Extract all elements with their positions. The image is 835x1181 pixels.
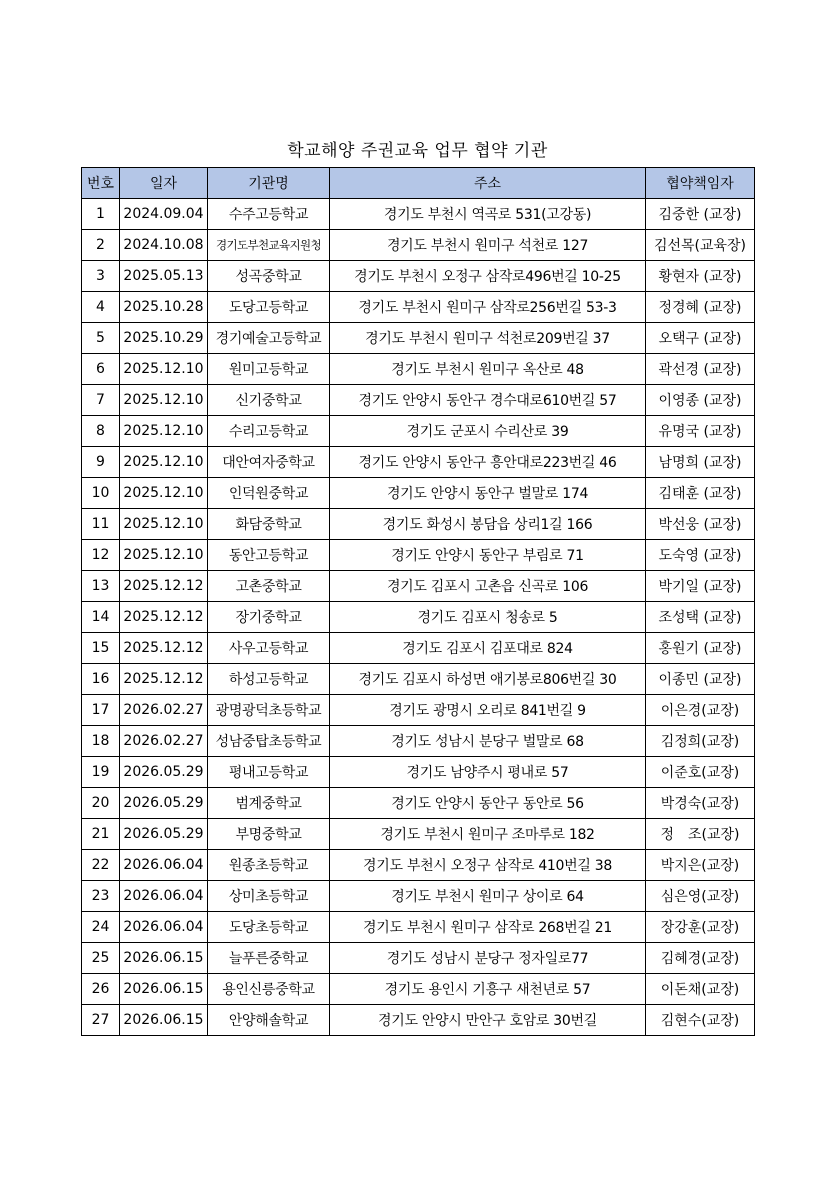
cell-number: 21 xyxy=(82,819,120,850)
cell-number: 8 xyxy=(82,416,120,447)
cell-institution: 용인신릉중학교 xyxy=(208,974,330,1005)
cell-representative: 김현수(교장) xyxy=(646,1005,755,1036)
cell-institution: 경기도부천교육지원청 xyxy=(208,230,330,261)
cell-institution: 평내고등학교 xyxy=(208,757,330,788)
cell-institution: 장기중학교 xyxy=(208,602,330,633)
cell-number: 10 xyxy=(82,478,120,509)
cell-date: 2026.02.27 xyxy=(120,726,208,757)
cell-date: 2025.12.10 xyxy=(120,385,208,416)
cell-representative: 심은영(교장) xyxy=(646,881,755,912)
cell-date: 2026.06.04 xyxy=(120,881,208,912)
cell-institution: 화담중학교 xyxy=(208,509,330,540)
cell-representative: 곽선경 (교장) xyxy=(646,354,755,385)
cell-institution: 경기예술고등학교 xyxy=(208,323,330,354)
cell-date: 2026.06.15 xyxy=(120,1005,208,1036)
cell-representative: 김정희(교장) xyxy=(646,726,755,757)
cell-date: 2025.05.13 xyxy=(120,261,208,292)
cell-address: 경기도 군포시 수리산로 39 xyxy=(330,416,646,447)
cell-date: 2025.12.10 xyxy=(120,447,208,478)
header-address: 주소 xyxy=(330,168,646,199)
table-row xyxy=(82,726,755,757)
table-row xyxy=(82,633,755,664)
cell-number: 15 xyxy=(82,633,120,664)
cell-representative: 김태훈 (교장) xyxy=(646,478,755,509)
table-row xyxy=(82,819,755,850)
header-number: 번호 xyxy=(82,168,120,199)
agreement-table xyxy=(81,167,755,1036)
table-row xyxy=(82,1005,755,1036)
cell-institution: 광명광덕초등학교 xyxy=(208,695,330,726)
cell-date: 2025.10.28 xyxy=(120,292,208,323)
cell-address: 경기도 광명시 오리로 841번길 9 xyxy=(330,695,646,726)
cell-representative: 김선목(교육장) xyxy=(646,230,755,261)
cell-number: 17 xyxy=(82,695,120,726)
cell-number: 16 xyxy=(82,664,120,695)
cell-institution: 대안여자중학교 xyxy=(208,447,330,478)
cell-number: 18 xyxy=(82,726,120,757)
cell-date: 2026.06.04 xyxy=(120,912,208,943)
cell-address: 경기도 용인시 기흥구 새천년로 57 xyxy=(330,974,646,1005)
table-row xyxy=(82,478,755,509)
cell-institution: 수리고등학교 xyxy=(208,416,330,447)
cell-date: 2025.10.29 xyxy=(120,323,208,354)
cell-number: 12 xyxy=(82,540,120,571)
cell-institution: 상미초등학교 xyxy=(208,881,330,912)
cell-date: 2026.06.04 xyxy=(120,850,208,881)
cell-representative: 박경숙(교장) xyxy=(646,788,755,819)
cell-address: 경기도 김포시 김포대로 824 xyxy=(330,633,646,664)
cell-date: 2026.05.29 xyxy=(120,788,208,819)
cell-representative: 박기일 (교장) xyxy=(646,571,755,602)
cell-address: 경기도 안양시 동안구 동안로 56 xyxy=(330,788,646,819)
table-row xyxy=(82,943,755,974)
cell-representative: 유명국 (교장) xyxy=(646,416,755,447)
cell-number: 1 xyxy=(82,199,120,230)
table-row xyxy=(82,509,755,540)
cell-institution: 고촌중학교 xyxy=(208,571,330,602)
table-row xyxy=(82,912,755,943)
cell-representative: 박지은(교장) xyxy=(646,850,755,881)
table-row xyxy=(82,354,755,385)
cell-institution: 동안고등학교 xyxy=(208,540,330,571)
cell-representative: 이은경(교장) xyxy=(646,695,755,726)
document-title: 학교해양 주권교육 업무 협약 기관 xyxy=(287,141,548,161)
table-row xyxy=(82,540,755,571)
cell-date: 2026.05.29 xyxy=(120,819,208,850)
cell-address: 경기도 부천시 원미구 석천로 127 xyxy=(330,230,646,261)
header-representative: 협약책임자 xyxy=(646,168,755,199)
cell-address: 경기도 부천시 원미구 상이로 64 xyxy=(330,881,646,912)
cell-date: 2024.09.04 xyxy=(120,199,208,230)
cell-institution: 사우고등학교 xyxy=(208,633,330,664)
cell-institution: 범계중학교 xyxy=(208,788,330,819)
cell-address: 경기도 남양주시 평내로 57 xyxy=(330,757,646,788)
cell-institution: 부명중학교 xyxy=(208,819,330,850)
cell-institution: 인덕원중학교 xyxy=(208,478,330,509)
cell-address: 경기도 부천시 원미구 삼작로256번길 53-3 xyxy=(330,292,646,323)
cell-date: 2025.12.12 xyxy=(120,602,208,633)
cell-number: 22 xyxy=(82,850,120,881)
cell-number: 24 xyxy=(82,912,120,943)
cell-date: 2025.12.12 xyxy=(120,571,208,602)
cell-representative: 남명희 (교장) xyxy=(646,447,755,478)
cell-number: 27 xyxy=(82,1005,120,1036)
cell-number: 19 xyxy=(82,757,120,788)
table-row xyxy=(82,292,755,323)
cell-date: 2026.06.15 xyxy=(120,943,208,974)
cell-date: 2025.12.12 xyxy=(120,633,208,664)
cell-address: 경기도 김포시 청송로 5 xyxy=(330,602,646,633)
table-row xyxy=(82,385,755,416)
cell-address: 경기도 부천시 역곡로 531(고강동) xyxy=(330,199,646,230)
cell-institution: 신기중학교 xyxy=(208,385,330,416)
table-row xyxy=(82,881,755,912)
cell-representative: 홍원기 (교장) xyxy=(646,633,755,664)
table-row xyxy=(82,261,755,292)
cell-address: 경기도 부천시 원미구 삼작로 268번길 21 xyxy=(330,912,646,943)
table-row xyxy=(82,974,755,1005)
header-date: 일자 xyxy=(120,168,208,199)
cell-number: 6 xyxy=(82,354,120,385)
cell-address: 경기도 부천시 원미구 석천로209번길 37 xyxy=(330,323,646,354)
cell-date: 2026.06.15 xyxy=(120,974,208,1005)
cell-number: 7 xyxy=(82,385,120,416)
cell-address: 경기도 김포시 하성면 애기봉로806번길 30 xyxy=(330,664,646,695)
cell-representative: 김중한 (교장) xyxy=(646,199,755,230)
cell-date: 2025.12.12 xyxy=(120,664,208,695)
cell-institution: 안양해솔학교 xyxy=(208,1005,330,1036)
cell-representative: 이영종 (교장) xyxy=(646,385,755,416)
cell-address: 경기도 안양시 동안구 경수대로610번길 57 xyxy=(330,385,646,416)
cell-address: 경기도 부천시 오정구 삼작로496번길 10-25 xyxy=(330,261,646,292)
cell-address: 경기도 화성시 봉담읍 상리1길 166 xyxy=(330,509,646,540)
cell-number: 3 xyxy=(82,261,120,292)
table-row xyxy=(82,447,755,478)
table-row xyxy=(82,664,755,695)
table-row xyxy=(82,571,755,602)
cell-representative: 도숙영 (교장) xyxy=(646,540,755,571)
cell-date: 2025.12.10 xyxy=(120,478,208,509)
cell-representative: 이돈채(교장) xyxy=(646,974,755,1005)
table-header-row xyxy=(82,168,755,199)
cell-representative: 황현자 (교장) xyxy=(646,261,755,292)
cell-address: 경기도 안양시 동안구 흥안대로223번길 46 xyxy=(330,447,646,478)
cell-address: 경기도 안양시 동안구 벌말로 174 xyxy=(330,478,646,509)
cell-date: 2026.02.27 xyxy=(120,695,208,726)
cell-number: 25 xyxy=(82,943,120,974)
cell-date: 2025.12.10 xyxy=(120,509,208,540)
cell-institution: 성남중탑초등학교 xyxy=(208,726,330,757)
table-row xyxy=(82,695,755,726)
cell-address: 경기도 김포시 고촌읍 신곡로 106 xyxy=(330,571,646,602)
cell-address: 경기도 안양시 만안구 호암로 30번길 xyxy=(330,1005,646,1036)
cell-address: 경기도 성남시 분당구 벌말로 68 xyxy=(330,726,646,757)
cell-institution: 도당초등학교 xyxy=(208,912,330,943)
cell-institution: 도당고등학교 xyxy=(208,292,330,323)
cell-representative: 조성택 (교장) xyxy=(646,602,755,633)
cell-representative: 장강훈(교장) xyxy=(646,912,755,943)
cell-address: 경기도 안양시 동안구 부림로 71 xyxy=(330,540,646,571)
cell-number: 5 xyxy=(82,323,120,354)
table-row xyxy=(82,850,755,881)
cell-institution: 원종초등학교 xyxy=(208,850,330,881)
cell-representative: 정 조(교장) xyxy=(646,819,755,850)
cell-date: 2025.12.10 xyxy=(120,354,208,385)
cell-number: 11 xyxy=(82,509,120,540)
cell-number: 20 xyxy=(82,788,120,819)
table-row xyxy=(82,199,755,230)
cell-institution: 늘푸른중학교 xyxy=(208,943,330,974)
cell-representative: 이종민 (교장) xyxy=(646,664,755,695)
cell-number: 4 xyxy=(82,292,120,323)
cell-date: 2025.12.10 xyxy=(120,540,208,571)
cell-number: 23 xyxy=(82,881,120,912)
cell-number: 9 xyxy=(82,447,120,478)
table-row xyxy=(82,230,755,261)
cell-number: 14 xyxy=(82,602,120,633)
cell-date: 2024.10.08 xyxy=(120,230,208,261)
cell-address: 경기도 성남시 분당구 정자일로77 xyxy=(330,943,646,974)
cell-number: 26 xyxy=(82,974,120,1005)
cell-institution: 하성고등학교 xyxy=(208,664,330,695)
cell-representative: 정경혜 (교장) xyxy=(646,292,755,323)
table-row xyxy=(82,788,755,819)
cell-address: 경기도 부천시 오정구 삼작로 410번길 38 xyxy=(330,850,646,881)
cell-number: 13 xyxy=(82,571,120,602)
cell-institution: 수주고등학교 xyxy=(208,199,330,230)
header-institution: 기관명 xyxy=(208,168,330,199)
cell-date: 2025.12.10 xyxy=(120,416,208,447)
table-row xyxy=(82,757,755,788)
cell-representative: 김혜경(교장) xyxy=(646,943,755,974)
cell-number: 2 xyxy=(82,230,120,261)
table-row xyxy=(82,323,755,354)
cell-address: 경기도 부천시 원미구 옥산로 48 xyxy=(330,354,646,385)
cell-institution: 원미고등학교 xyxy=(208,354,330,385)
cell-institution: 성곡중학교 xyxy=(208,261,330,292)
table-row xyxy=(82,602,755,633)
cell-date: 2026.05.29 xyxy=(120,757,208,788)
cell-representative: 오택구 (교장) xyxy=(646,323,755,354)
cell-representative: 박선웅 (교장) xyxy=(646,509,755,540)
table-row xyxy=(82,416,755,447)
cell-address: 경기도 부천시 원미구 조마루로 182 xyxy=(330,819,646,850)
cell-representative: 이준호(교장) xyxy=(646,757,755,788)
